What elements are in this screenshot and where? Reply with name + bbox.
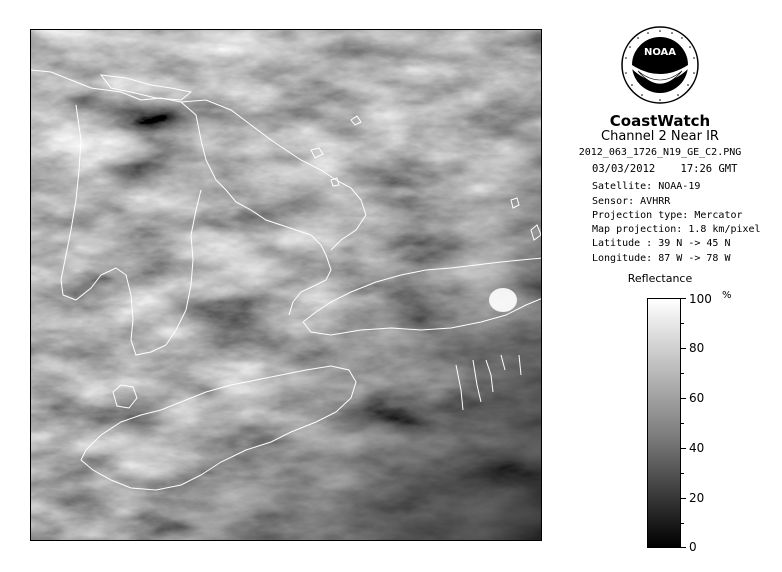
date-value: 03/03/2012 xyxy=(592,163,656,175)
clear-sky-shading xyxy=(31,30,542,541)
tick-label-0: 0 xyxy=(689,540,697,554)
noaa-logo xyxy=(620,25,700,105)
colorbar-minor-tick xyxy=(681,323,684,324)
legend-title: Reflectance xyxy=(627,272,693,285)
colorbar-minor-tick xyxy=(681,473,684,474)
snow-patch xyxy=(489,288,517,312)
longitude-field: Longitude: 87 W -> 78 W xyxy=(592,253,731,264)
tick-label-100: 100 xyxy=(689,292,712,306)
colorbar-tick xyxy=(681,348,686,349)
satellite-image xyxy=(30,29,542,541)
tick-label-20: 20 xyxy=(689,491,705,505)
colorbar-tick xyxy=(681,398,686,399)
tick-label-60: 60 xyxy=(689,391,705,405)
colorbar-minor-tick xyxy=(681,523,684,524)
colorbar-minor-tick xyxy=(681,373,684,374)
colorbar-tick xyxy=(681,448,686,449)
colorbar-tick xyxy=(681,498,686,499)
map-projection-field: Map projection: 1.8 km/pixel xyxy=(592,224,761,235)
product-title: CoastWatch xyxy=(609,112,711,130)
latitude-field: Latitude : 39 N -> 45 N xyxy=(592,238,731,249)
legend-unit: % xyxy=(722,290,732,301)
file-name: 2012_063_1726_N19_GE_C2.PNG xyxy=(578,147,742,158)
projection-type-field: Projection type: Mercator xyxy=(592,210,743,221)
logo-text: NOAA xyxy=(643,47,677,58)
sensor-field: Sensor: AVHRR xyxy=(592,196,671,207)
tick-label-80: 80 xyxy=(689,341,705,355)
satellite-field: Satellite: NOAA-19 xyxy=(592,181,701,192)
satellite-image-svg xyxy=(31,30,542,541)
colorbar-tick xyxy=(681,547,686,548)
time-value: 17:26 GMT xyxy=(680,163,738,175)
colorbar-minor-tick xyxy=(681,423,684,424)
tick-label-40: 40 xyxy=(689,441,705,455)
channel-name: Channel 2 Near IR xyxy=(601,129,719,144)
date-time xyxy=(592,163,737,175)
reflectance-colorbar xyxy=(647,298,681,548)
colorbar-tick xyxy=(681,298,686,299)
logo-inner-disc xyxy=(632,37,688,93)
